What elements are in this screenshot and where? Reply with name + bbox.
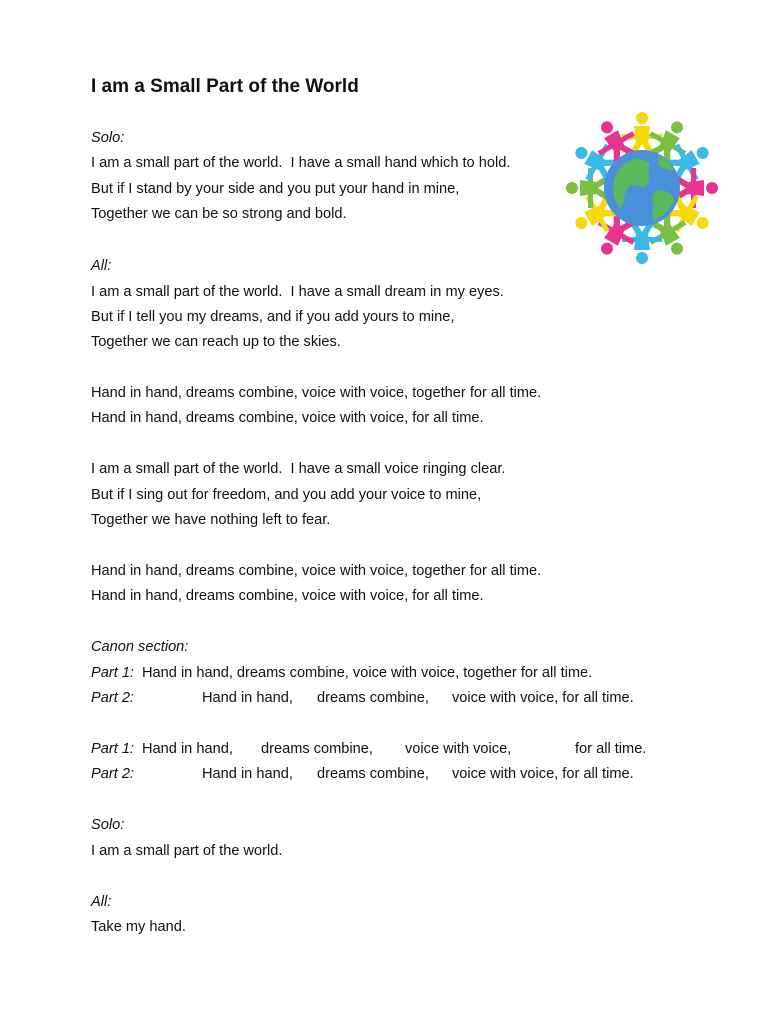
solo-label: Solo: — [91, 130, 125, 146]
lyric-line: I am a small part of the world. I have a small dream in my eyes. — [91, 284, 504, 300]
lyric-line: I am a small part of the world. I have a small voice ringing clear. — [91, 461, 506, 477]
lyric-line: Together we have nothing left to fear. — [91, 512, 331, 528]
chorus-line: Hand in hand, dreams combine, voice with voice, for all time. — [91, 410, 484, 426]
canon-segment: dreams combine, — [317, 766, 429, 782]
lyric-line: But if I stand by your side and you put your hand in mine, — [91, 181, 460, 197]
canon-segment: Hand in hand, — [202, 766, 293, 782]
page-title: I am a Small Part of the World — [91, 76, 359, 97]
lyric-line: Together we can be so strong and bold. — [91, 206, 347, 222]
canon-segment: dreams combine, — [317, 690, 429, 706]
lyric-line: Together we can reach up to the skies. — [91, 334, 341, 350]
lyric-line: I am a small part of the world. I have a small hand which to hold. — [91, 155, 511, 171]
lyric-line: Take my hand. — [91, 919, 186, 935]
part2-label: Part 2: — [91, 690, 134, 706]
chorus-line: Hand in hand, dreams combine, voice with voice, together for all time. — [91, 563, 542, 579]
canon-segment: Hand in hand, — [202, 690, 293, 706]
lyric-line: But if I sing out for freedom, and you add your voice to mine, — [91, 487, 482, 503]
canon-segment: dreams combine, — [261, 741, 373, 757]
canon-segment: voice with voice, for all time. — [452, 690, 634, 706]
part2-label: Part 2: — [91, 766, 134, 782]
canon-label: Canon section: — [91, 639, 189, 655]
all-label: All: — [91, 258, 112, 274]
canon-segment: voice with voice, for all time. — [452, 766, 634, 782]
chorus-line: Hand in hand, dreams combine, voice with voice, together for all time. — [91, 385, 542, 401]
canon-segment: voice with voice, — [405, 741, 512, 757]
chorus-line: Hand in hand, dreams combine, voice with voice, for all time. — [91, 588, 484, 604]
canon-segment: Hand in hand, — [142, 741, 233, 757]
globe-with-people-circle-icon — [562, 108, 722, 268]
solo-label: Solo: — [91, 817, 125, 833]
part1-label: Part 1: — [91, 741, 134, 757]
lyric-line: But if I tell you my dreams, and if you add yours to mine, — [91, 309, 455, 325]
canon-line: Hand in hand, dreams combine, voice with voice, together for all time. — [142, 665, 593, 681]
all-label: All: — [91, 894, 112, 910]
part1-label: Part 1: — [91, 665, 134, 681]
canon-segment: for all time. — [575, 741, 647, 757]
lyric-line: I am a small part of the world. — [91, 843, 283, 859]
